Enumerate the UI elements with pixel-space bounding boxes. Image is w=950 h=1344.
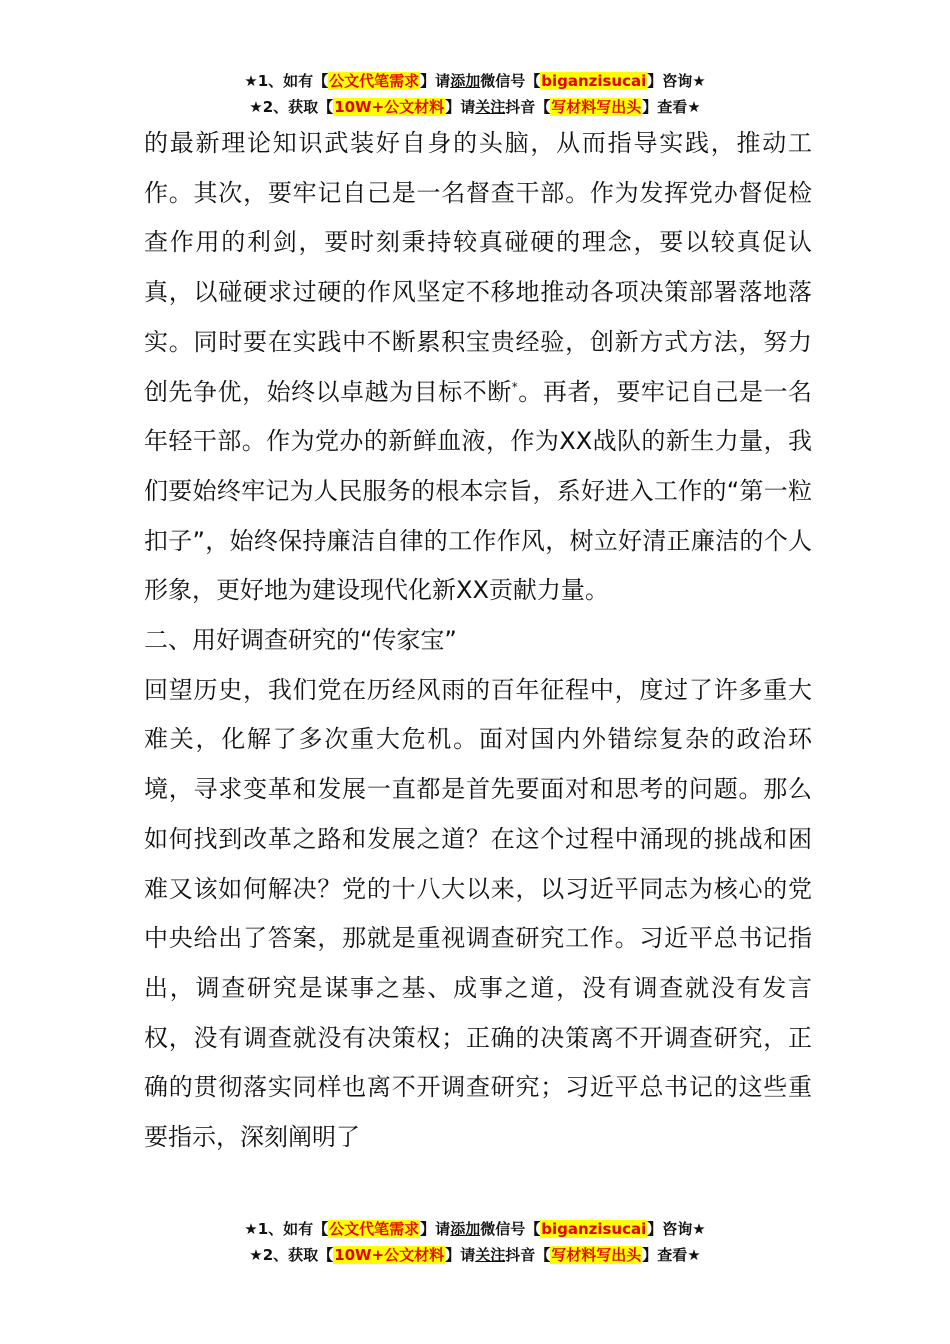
promo-underlined: 添加 <box>450 1220 481 1238</box>
section-heading-2: 二、用好调查研究的“传家宝” <box>144 626 457 655</box>
promo-text: 】咨询★ <box>647 72 706 90</box>
promo-text: ★1、如有【 <box>244 1220 329 1238</box>
document-body <box>144 119 812 1163</box>
promo-text: ★2、获取【 <box>249 98 334 116</box>
promo-douyin-account: 写材料写出头 <box>551 98 642 116</box>
promo-highlight: 公文代笔需求 <box>329 1220 420 1238</box>
promo-underlined: 添加 <box>450 72 481 90</box>
promo-underlined: 关注 <box>475 98 506 116</box>
paragraph-text: 。再者，要牢记自己是一名年轻干部。作为党办的新鲜血液，作为XX战队的新生力量，我们要始终牢记为人民服务的根本宗旨，系好进入工作的“第一粒扣子”，始终保持廉洁自律的工作作风，树立好清正廉洁的个人形象，更好地为建设现代化新XX贡献力量。 <box>144 377 813 605</box>
promo-text: 】咨询★ <box>647 1220 706 1238</box>
promo-text: 】请 <box>420 72 451 90</box>
paragraph-1 <box>144 119 812 616</box>
promo-text: 】请 <box>445 98 476 116</box>
promo-text: ★1、如有【 <box>244 72 329 90</box>
promo-highlight: 10W+公文材料 <box>334 1246 445 1264</box>
top-promo-banner <box>0 68 950 120</box>
promo-text: 微信号【 <box>480 72 541 90</box>
promo-text: 抖音【 <box>505 1246 551 1264</box>
promo-wechat-id: biganzisucai <box>541 72 647 90</box>
promo-wechat-id: biganzisucai <box>541 1220 647 1238</box>
promo-line-2 <box>0 94 950 120</box>
promo-text: 微信号【 <box>480 1220 541 1238</box>
promo-highlight: 公文代笔需求 <box>329 72 420 90</box>
promo-text: 】查看★ <box>642 98 701 116</box>
promo-text: 】查看★ <box>642 1246 701 1264</box>
paragraph-2: 回望历史，我们党在历经风雨的百年征程中，度过了许多重大难关，化解了多次重大危机。面对国内外错综复杂的政治环境，寻求变革和发展一直都是首先要面对和思考的问题。那么如何找到改革之路和发展之道？在这个过程中涌现的挑战和困难又该如何解决？党的十八大以来，以习近平同志为核心的党中央给出了答案，那就是重视调查研究工作。习近平总书记指出，调查研究是谋事之基、成事之道，没有调查就没有发言权，没有调查就没有决策权；正确的决策离不开调查研究，正确的贯彻落实同样也离不开调查研究；习近平总书记的这些重要指示，深刻阐明了 <box>144 675 812 1152</box>
promo-line-1 <box>0 1216 950 1242</box>
paragraph-text: 的最新理论知识武装好自身的头脑，从而指导实践，推动工作。其次，要牢记自己是一名督查干部。作为发挥党办督促检查作用的利剑，要时刻秉持较真碰硬的理念，要以较真促认真，以碰硬求过硬的作风坚定不移地推动各项决策部署落地落实。同时要在实践中不断累积宝贵经验，创新方式方法，努力创先争优，始终以卓越为目标不断 <box>144 129 812 406</box>
promo-text: 】请 <box>420 1220 451 1238</box>
promo-text: 抖音【 <box>505 98 551 116</box>
promo-line-2 <box>0 1242 950 1268</box>
promo-underlined: 关注 <box>475 1246 506 1264</box>
promo-douyin-account: 写材料写出头 <box>551 1246 642 1264</box>
asterisk-mark: * <box>511 379 518 394</box>
promo-line-1 <box>0 68 950 94</box>
promo-text: 】请 <box>445 1246 476 1264</box>
promo-highlight: 10W+公文材料 <box>334 98 445 116</box>
promo-text: ★2、获取【 <box>249 1246 334 1264</box>
bottom-promo-banner <box>0 1216 950 1268</box>
